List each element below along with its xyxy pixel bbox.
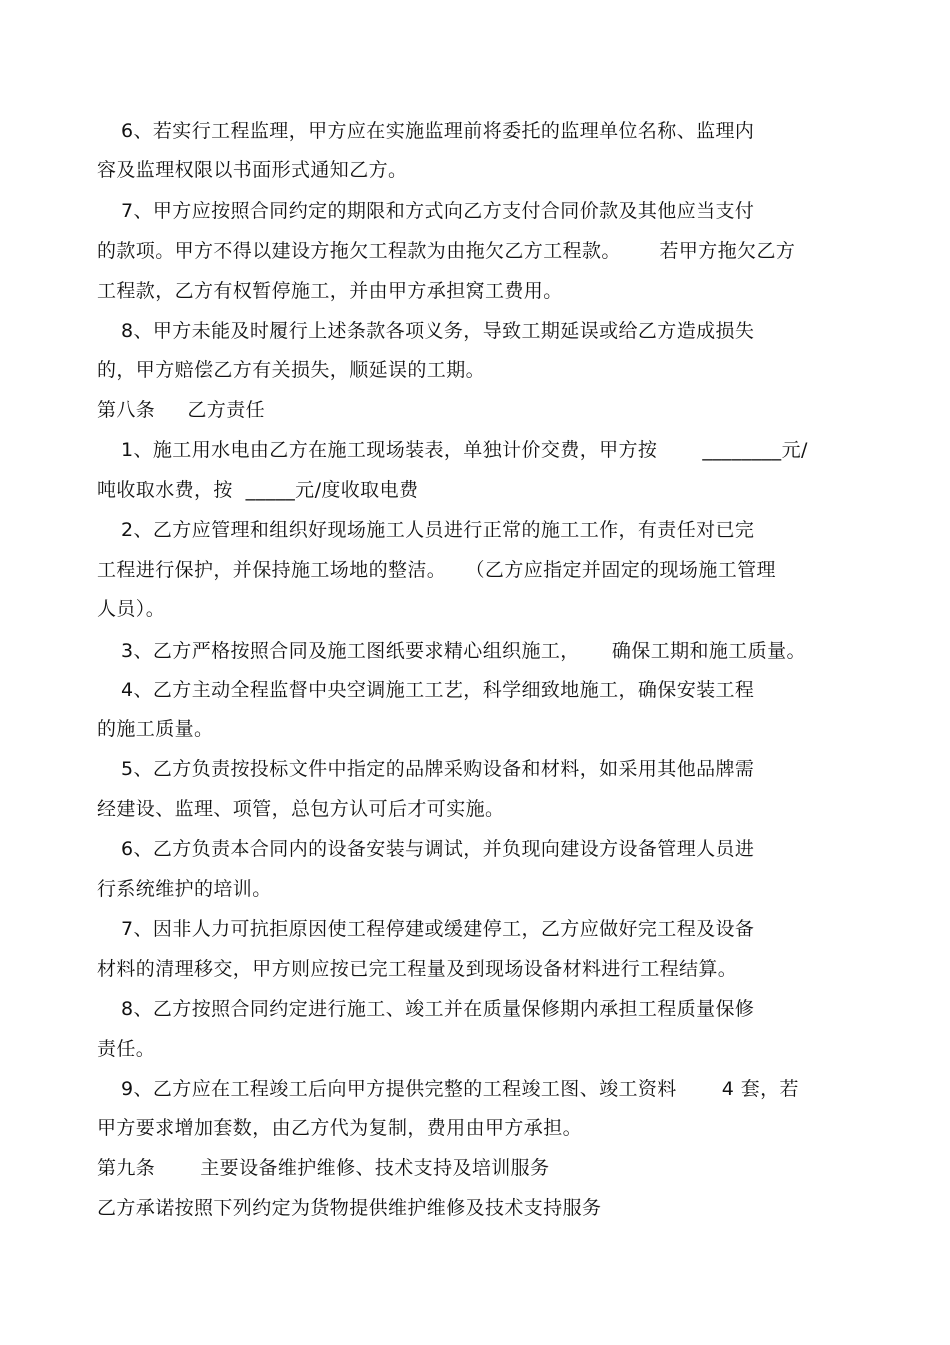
text-line: 7、因非人力可抗拒原因使工程停建或缓建停工，乙方应做好完工程及设备 bbox=[121, 918, 755, 940]
text-line: 3、乙方严格按照合同及施工图纸要求精心组织施工， 确保工期和施工质量。 bbox=[121, 640, 806, 662]
text-line: 8、乙方按照合同约定进行施工、竣工并在质量保修期内承担工程质量保修 bbox=[121, 998, 755, 1020]
text-line: 2、乙方应管理和组织好现场施工人员进行正常的施工工作，有责任对已完 bbox=[121, 519, 755, 541]
text-line: 的款项。甲方不得以建设方拖欠工程款为由拖欠乙方工程款。 若甲方拖欠乙方 bbox=[97, 240, 796, 262]
text-line: 9、乙方应在工程竣工后向甲方提供完整的工程竣工图、竣工资料 4 套，若 bbox=[121, 1078, 799, 1100]
text-line: 8、甲方未能及时履行上述条款各项义务，导致工期延误或给乙方造成损失 bbox=[121, 320, 755, 342]
text-line: 工程款，乙方有权暂停施工，并由甲方承担窝工费用。 bbox=[97, 280, 563, 302]
text-line: 材料的清理移交，甲方则应按已完工程量及到现场设备材料进行工程结算。 bbox=[97, 958, 738, 980]
section-heading: 第八条 乙方责任 bbox=[97, 399, 265, 421]
text-line: 容及监理权限以书面形式通知乙方。 bbox=[97, 159, 408, 181]
text-line: 7、甲方应按照合同约定的期限和方式向乙方支付合同价款及其他应当支付 bbox=[121, 200, 755, 222]
text-line: 的施工质量。 bbox=[97, 718, 214, 740]
text-line: 4、乙方主动全程监督中央空调施工工艺，科学细致地施工，确保安装工程 bbox=[121, 679, 755, 701]
text-line: 责任。 bbox=[97, 1038, 156, 1060]
text-line: 乙方承诺按照下列约定为货物提供维护维修及技术支持服务 bbox=[97, 1197, 602, 1219]
text-line: 工程进行保护，并保持施工场地的整洁。 （乙方应指定并固定的现场施工管理 bbox=[97, 559, 776, 581]
section-heading: 第九条 主要设备维护维修、技术支持及培训服务 bbox=[97, 1157, 550, 1179]
text-line: 6、若实行工程监理，甲方应在实施监理前将委托的监理单位名称、监理内 bbox=[121, 120, 755, 142]
text-line: 吨收取水费，按 _____元/度收取电费 bbox=[97, 479, 419, 501]
text-line: 5、乙方负责按投标文件中指定的品牌采购设备和材料，如采用其他品牌需 bbox=[121, 758, 755, 780]
text-line: 1、施工用水电由乙方在施工现场装表，单独计价交费，甲方按 ________元/ bbox=[121, 439, 808, 461]
text-line: 的，甲方赔偿乙方有关损失，顺延误的工期。 bbox=[97, 359, 486, 381]
text-line: 6、乙方负责本合同内的设备安装与调试，并负现向建设方设备管理人员进 bbox=[121, 838, 755, 860]
text-line: 行系统维护的培训。 bbox=[97, 878, 272, 900]
text-line: 甲方要求增加套数，由乙方代为复制，费用由甲方承担。 bbox=[97, 1117, 583, 1139]
text-line: 人员）。 bbox=[97, 598, 166, 620]
text-line: 经建设、监理、项管，总包方认可后才可实施。 bbox=[97, 798, 505, 820]
